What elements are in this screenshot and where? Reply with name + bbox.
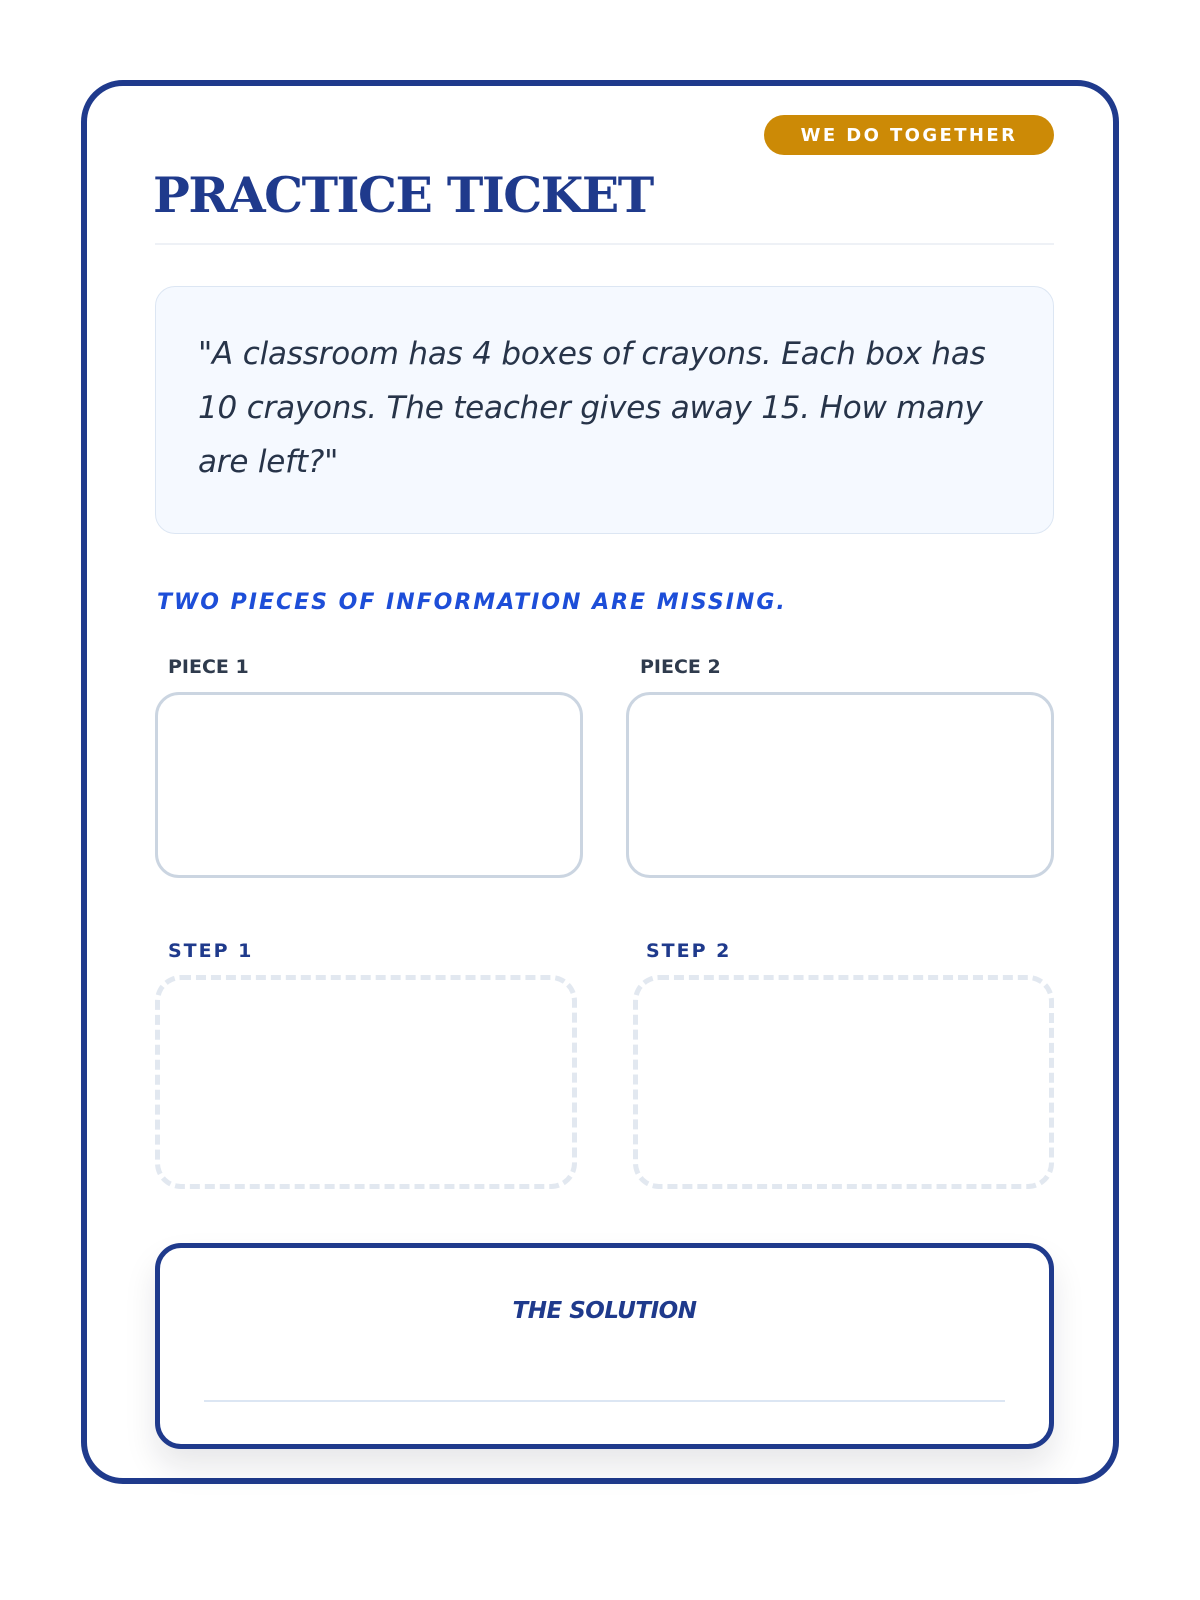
solution-box[interactable] xyxy=(155,1243,1054,1449)
piece-2-answer-box[interactable] xyxy=(626,692,1054,878)
step-1-work-box[interactable] xyxy=(155,975,577,1189)
missing-info-prompt: TWO PIECES OF INFORMATION ARE MISSING. xyxy=(157,590,787,615)
word-problem-text: "A classroom has 4 boxes of crayons. Each box has 10 crayons. The teacher gives away 15. How many are left?" xyxy=(198,336,986,480)
title-divider xyxy=(155,243,1054,245)
step-2-work-box[interactable] xyxy=(633,975,1054,1189)
piece-1-label: PIECE 1 xyxy=(168,656,249,678)
solution-title: THE SOLUTION xyxy=(512,1298,697,1324)
step-2-label: STEP 2 xyxy=(646,940,732,962)
page-title: PRACTICE TICKET xyxy=(153,166,653,224)
piece-1-answer-box[interactable] xyxy=(155,692,583,878)
step-1-label: STEP 1 xyxy=(168,940,254,962)
solution-answer-line xyxy=(204,1400,1005,1402)
we-do-together-badge: WE DO TOGETHER xyxy=(764,115,1054,155)
word-problem-box xyxy=(155,286,1054,534)
piece-2-label: PIECE 2 xyxy=(640,656,721,678)
